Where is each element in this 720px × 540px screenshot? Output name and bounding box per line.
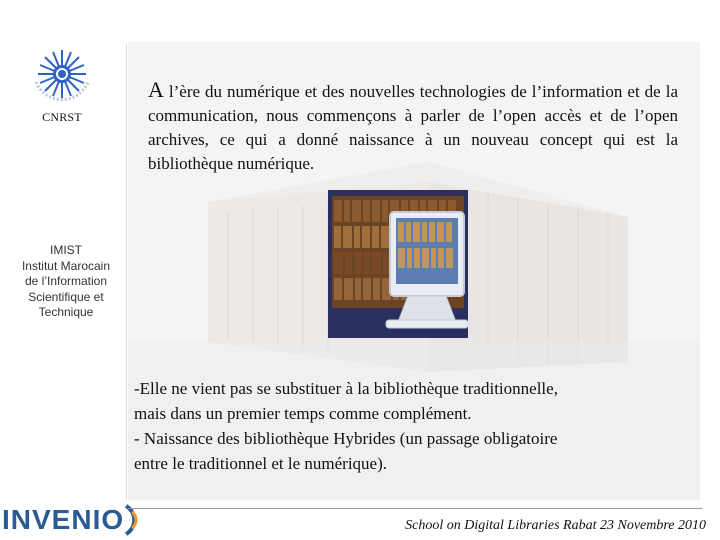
note-paragraph bbox=[134, 376, 674, 476]
left-sidebar bbox=[0, 0, 126, 500]
note-line: mais dans un premier temps comme complément. bbox=[134, 404, 472, 423]
invenio-wordmark: INVENIO bbox=[2, 504, 125, 535]
imist-block bbox=[14, 243, 118, 321]
imist-line: Scientifique et bbox=[28, 289, 104, 304]
imist-line: de l’Information bbox=[24, 274, 108, 288]
imist-line: Institut Marocain bbox=[21, 258, 111, 273]
footer-caption: School on Digital Libraries Rabat 23 Novembre 2010 bbox=[405, 518, 706, 533]
digital-library-illustration bbox=[328, 190, 468, 338]
intro-dropcap: A bbox=[148, 77, 164, 102]
cnrst-logo bbox=[28, 42, 96, 110]
invenio-logo bbox=[2, 500, 146, 540]
content-panel bbox=[128, 42, 700, 500]
footer-divider bbox=[128, 508, 702, 509]
note-line: entre le traditionnel et le numérique). bbox=[134, 454, 388, 473]
note-line: -Elle ne vient pas se substituer à la bibliothèque traditionnelle, bbox=[134, 379, 558, 398]
cnrst-label: CNRST bbox=[42, 110, 82, 124]
intro-text: l’ère du numérique et des nouvelles technologies de l’information et de la communication, nous commençons à parler de l’open accès et de l’open archives, ce qui a donné naissance à un nouveau concept qui est la bibliothèque numérique. bbox=[148, 82, 678, 173]
imist-line: Technique bbox=[38, 305, 94, 319]
note-line: - Naissance des bibliothèque Hybrides (un passage obligatoire bbox=[134, 429, 558, 448]
imist-line: IMIST bbox=[50, 243, 82, 257]
intro-paragraph bbox=[148, 78, 678, 176]
sidebar-divider bbox=[126, 44, 127, 500]
